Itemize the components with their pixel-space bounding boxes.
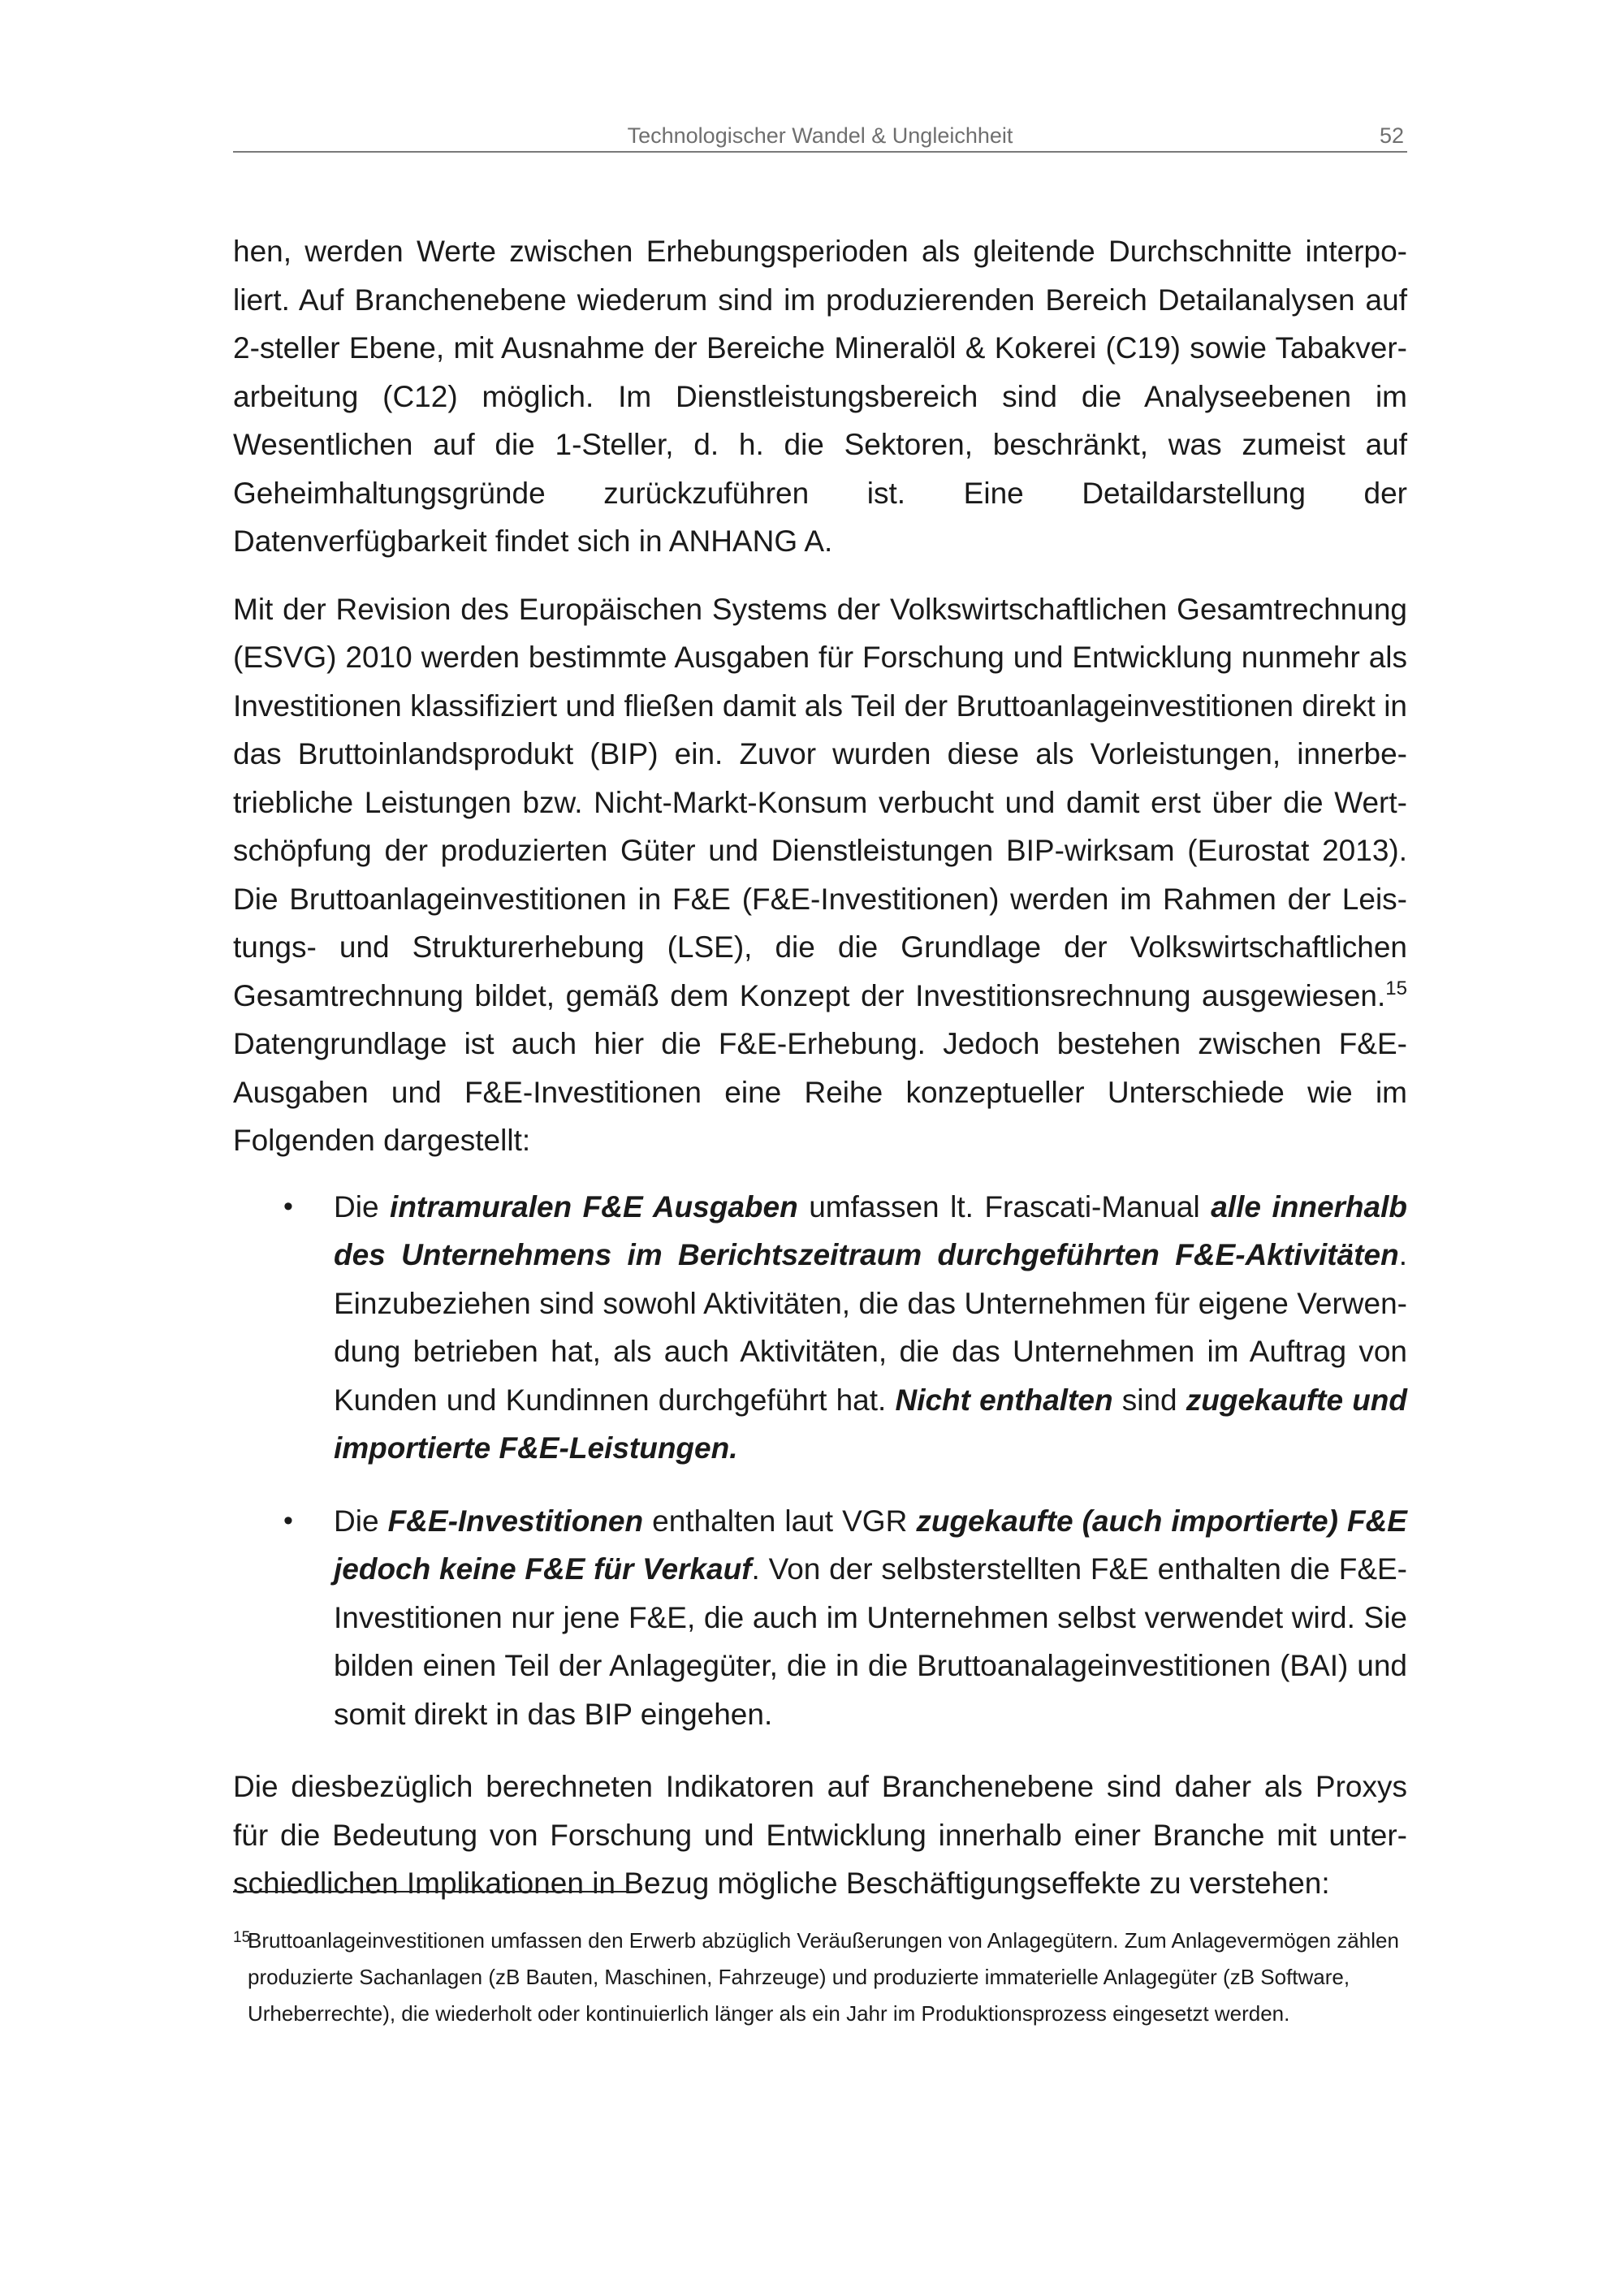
bullet-icon: • bbox=[283, 1504, 293, 1536]
running-header bbox=[233, 122, 1407, 154]
page-number: 52 bbox=[1379, 123, 1404, 148]
footnote-text: Bruttoanlageinvestitionen umfassen den Erwerb abzüglich Veräußerungen von Anlagegütern. Zum Anlagevermögen zählen produzierte Sachanlagen (zB Bauten, Maschinen, Fahrzeuge) und produzierte immaterielle Anlagegüter (zB Software, Urheberrechte), die wiederholt oder kontinuierlich länger als ein Jahr im Produktionsprozess eingesetzt werden. bbox=[248, 1928, 1399, 2026]
list-item bbox=[233, 1497, 1407, 1739]
bullet-text: . Einzubeziehen sind sowohl Aktivitäten, die das Unternehmen für eigene Verwendung betrieben hat, als auch Aktivitäten, die das Unternehmen im Auftrag von Kunden und Kundinnen durchgeführt hat. bbox=[334, 1238, 1407, 1417]
bullet-text: . Von der selbsterstellten F&E enthalten die F&E-Investitionen nur jene F&E, die auch im Unternehmen selbst verwendet wird. Sie bilden einen Teil der Anlagegüter, die in die Bruttoanalageinvestitionen (BAI) und somit direkt in das BIP eingehen. bbox=[334, 1552, 1408, 1731]
paragraph-2 bbox=[233, 585, 1407, 1165]
bullet-emphasis: zugekaufte und importierte F&E-Leistungen bbox=[334, 1383, 1407, 1465]
paragraph-2-part-b: Datengrundlage ist auch hier die F&E-Erhebung. Jedoch bestehen zwischen F&E-Ausgaben und F&E-Investitionen eine Reihe konzeptueller Unterschiede wie im Folgenden dargestellt: bbox=[233, 1027, 1407, 1157]
list-item bbox=[233, 1183, 1407, 1473]
bullet-emphasis: alle innerhalb des Unternehmens im Berichtszeitraum durchgeführten F&E-Aktivitäten bbox=[334, 1189, 1407, 1271]
footnote-reference[interactable]: 15 bbox=[1385, 977, 1407, 999]
paragraph-1: hen, werden Werte zwischen Erhebungsperioden als gleitende Durchschnitte interpoliert. Auf Branchenebene wiederum sind im produzierenden Bereich Detailanalysen auf 2-steller Ebene, mit Ausnahme der Bereiche Mineralöl & Kokerei (C19) sowie Tabakverarbeitung (C12) möglich. Im Dienstleistungsbereich sind die Analyseebenen im Wesentlichen auf die 1-Steller, d. h. die Sektoren, beschränkt, was zumeist auf Geheimhaltungsgründe zurückzuführen ist. Eine Detaildarstellung der Datenverfügbarkeit findet sich in ANHANG A. bbox=[233, 235, 1407, 558]
bullet-emphasis: F&E-Investitionen bbox=[387, 1504, 644, 1538]
bullet-text: . bbox=[729, 1431, 738, 1465]
bullet-emphasis: Nicht enthalten bbox=[895, 1383, 1113, 1417]
bullet-text: enthalten laut VGR bbox=[643, 1504, 917, 1538]
paragraph-2-part-a: Mit der Revision des Europäischen Systems der Volkswirtschaftlichen Gesamtrechnung (ESVG) 2010 werden bestimmte Ausgaben für Forschung und Entwicklung nunmehr als Investitionen klassifiziert und fließen damit als Teil der Bruttoanlageinvestitionen direkt in das Bruttoinlandsprodukt (BIP) ein. Zuvor wurden diese als Vorleistungen, innerbetriebliche Leistungen bzw. Nicht-Markt-Konsum verbucht und damit erst über die Wertschöpfung der produzierten Güter und Dienstleistungen BIP-wirksam (Eurostat 2013). Die Bruttoanlageinvestitionen in F&E (F&E-Investitionen) werden im Rahmen der Leistungs- und Strukturerhebung (LSE), die die Grundlage der Volkswirtschaftlichen Gesamtrechnung bildet, gemäß dem Konzept der Investitionsrechnung ausgewiesen. bbox=[233, 592, 1407, 1012]
footnote bbox=[233, 1923, 1407, 2032]
bullet-text: Die bbox=[334, 1504, 388, 1538]
paragraph-3: Die diesbezüglich berechneten Indikatoren auf Branchenebene sind daher als Proxys für die Bedeutung von Forschung und Entwicklung innerhalb einer Branche mit unterschiedlichen Implikationen in Bezug mögliche Beschäftigungseffekte zu verstehen: bbox=[233, 1770, 1407, 1900]
bullet-text: Die bbox=[334, 1189, 391, 1224]
footnote-separator bbox=[233, 1891, 628, 1892]
bullet-text: umfassen lt. Frascati-Manual bbox=[797, 1189, 1212, 1224]
bullet-text: sind bbox=[1112, 1383, 1186, 1417]
bullet-emphasis: zugekaufte (auch importierte) F&E jedoch keine F&E für Verkauf bbox=[334, 1504, 1407, 1586]
bullet-list bbox=[233, 1183, 1407, 1739]
footnote-number: 15 bbox=[233, 1929, 251, 1946]
bullet-emphasis: intramuralen F&E Ausgaben bbox=[390, 1189, 798, 1224]
bullet-icon: • bbox=[283, 1190, 293, 1222]
body-text bbox=[233, 227, 1407, 1926]
header-rule bbox=[233, 151, 1407, 153]
header-title: Technologischer Wandel & Ungleichheit bbox=[627, 123, 1013, 148]
